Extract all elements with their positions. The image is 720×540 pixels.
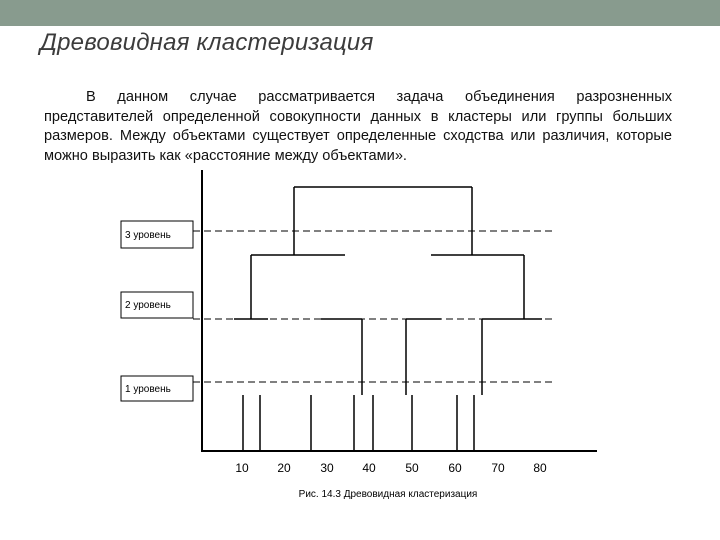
dendrogram-level-1-merges xyxy=(362,319,482,395)
level-1-label: 1 уровень xyxy=(125,384,171,395)
x-tick-label: 10 xyxy=(235,461,249,475)
x-tick-label: 50 xyxy=(405,461,419,475)
x-tick-label: 80 xyxy=(533,461,547,475)
x-tick-label: 70 xyxy=(491,461,505,475)
slide-title: Древовидная кластеризация xyxy=(40,29,374,56)
x-tick-label: 60 xyxy=(448,461,462,475)
level-2-label: 2 уровень xyxy=(125,300,171,311)
x-tick-labels xyxy=(235,461,547,475)
dendrogram-level-2-merges xyxy=(234,255,542,319)
x-tick-label: 30 xyxy=(320,461,334,475)
x-tick-label: 40 xyxy=(362,461,376,475)
diagram-caption: Рис. 14.3 Древовидная кластеризация xyxy=(298,489,478,500)
body-paragraph: В данном случае рассматривается задача объединения разрозненных представителей определенной совокупности данных в кластеры или группы больших размеров. Между объектами существует определенные сходства или различия, которые можно выразить как «расстояние между объектами». xyxy=(44,89,672,164)
dendrogram-leaves xyxy=(243,395,474,451)
level-3-label: 3 уровень xyxy=(125,230,171,241)
dendrogram-level-3-merges xyxy=(251,187,524,255)
x-tick-label: 20 xyxy=(277,461,291,475)
